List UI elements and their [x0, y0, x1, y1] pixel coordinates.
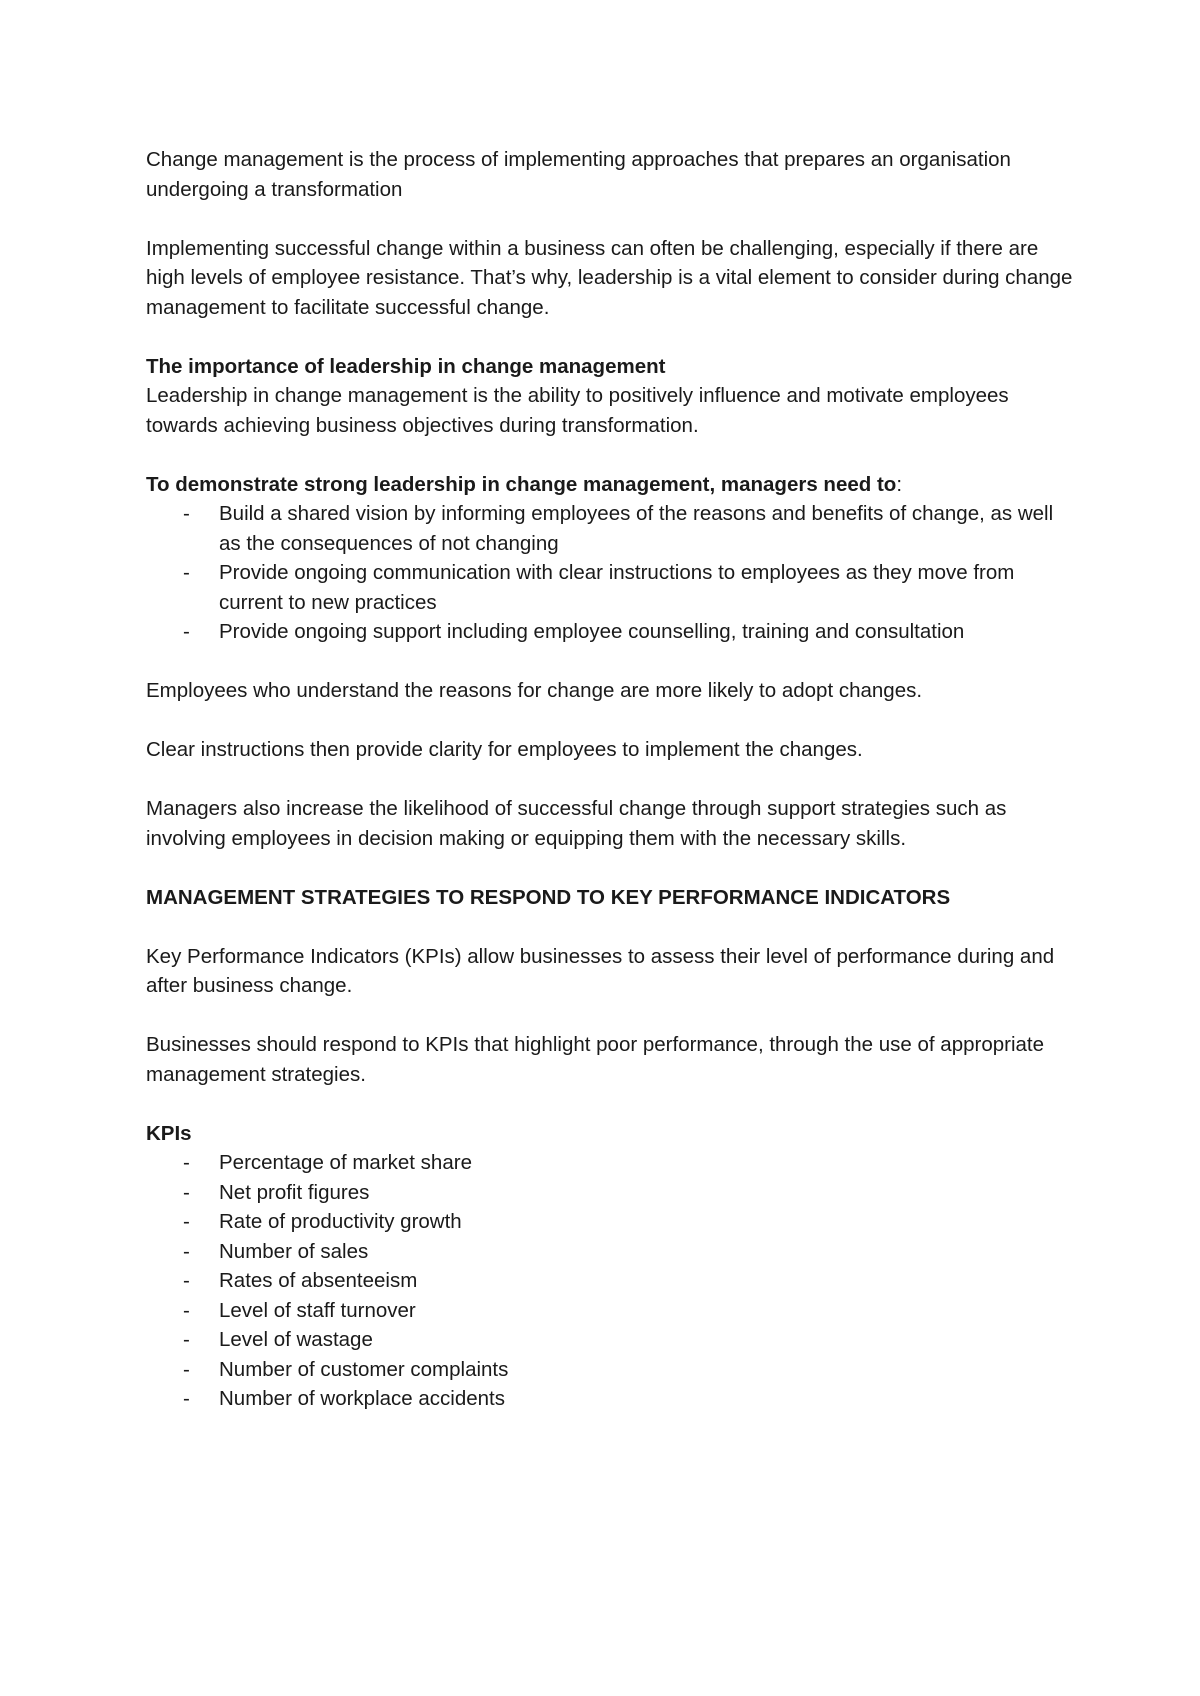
list-item-text: Rate of productivity growth: [219, 1210, 462, 1233]
list-item: [146, 1355, 1076, 1385]
list-item-text: Net profit figures: [219, 1180, 370, 1204]
list-item: [146, 1207, 1076, 1237]
followup-paragraph-3: Managers also increase the likelihood of successful change through support strategies such as involving employees in decision making or equipping them with the necessary skills.: [146, 797, 1007, 850]
dash-bullet: -: [183, 1151, 190, 1174]
intro-paragraph-1: Change management is the process of implementing approaches that prepares an organisation undergoing a transformation: [146, 148, 1011, 201]
list-item-text: Level of wastage: [219, 1328, 373, 1351]
followup-paragraph-2: Clear instructions then provide clarity for employees to implement the changes.: [146, 738, 863, 761]
list-item: [146, 617, 1076, 647]
list-item-text: Number of customer complaints: [219, 1357, 509, 1381]
kpi-paragraph-1: Key Performance Indicators (KPIs) allow businesses to assess their level of performance during and after business change.: [146, 944, 1055, 997]
document-page: [146, 145, 1076, 1443]
list-item: [146, 499, 1076, 558]
list-item-text: Build a shared vision by informing employees of the reasons and benefits of change, as well as the consequences of not changing: [219, 502, 1054, 555]
demonstrate-heading-line: [146, 470, 1076, 500]
intro-paragraph-2: Implementing successful change within a business can often be challenging, especially if there are high levels of employee resistance. That’s why, leadership is a vital element to consider during change management to facilitate successful change.: [146, 236, 1073, 319]
list-item: [146, 1384, 1076, 1414]
dash-bullet: -: [183, 502, 190, 525]
dash-bullet: -: [183, 620, 190, 643]
list-item-text: Number of workplace accidents: [219, 1387, 505, 1410]
list-item-text: Rates of absenteeism: [219, 1269, 418, 1292]
list-item-text: Number of sales: [219, 1239, 369, 1263]
list-item-text: Percentage of market share: [219, 1151, 472, 1174]
list-item-text: Level of staff turnover: [219, 1298, 416, 1322]
list-item: [146, 1296, 1076, 1326]
list-item-text: Provide ongoing support including employee counselling, training and consultation: [219, 620, 965, 643]
kpi-list-heading: KPIs: [146, 1121, 192, 1145]
demonstrate-heading: To demonstrate strong leadership in change management, managers need to: [146, 472, 897, 496]
dash-bullet: -: [183, 1210, 190, 1233]
kpi-paragraph-2: Businesses should respond to KPIs that highlight poor performance, through the use of appropriate management strategies.: [146, 1033, 1045, 1086]
list-item: [146, 1237, 1076, 1267]
dash-bullet: -: [183, 1180, 190, 1204]
demonstrate-list: [146, 499, 1076, 647]
kpi-list: [146, 1148, 1076, 1414]
list-item: [146, 1178, 1076, 1208]
followup-paragraph-1: Employees who understand the reasons for change are more likely to adopt changes.: [146, 679, 923, 702]
kpi-section-heading: MANAGEMENT STRATEGIES TO RESPOND TO KEY PERFORMANCE INDICATORS: [146, 885, 951, 909]
list-item-text: Provide ongoing communication with clear instructions to employees as they move from current to new practices: [219, 561, 1015, 614]
list-item: [146, 1148, 1076, 1178]
demonstrate-colon: :: [896, 472, 903, 496]
dash-bullet: -: [183, 561, 190, 584]
dash-bullet: -: [183, 1328, 190, 1351]
dash-bullet: -: [183, 1298, 190, 1322]
leadership-body: Leadership in change management is the ability to positively influence and motivate employees towards achieving business objectives during transformation.: [146, 384, 1009, 437]
leadership-heading: The importance of leadership in change management: [146, 354, 666, 378]
list-item: [146, 1266, 1076, 1296]
dash-bullet: -: [183, 1357, 190, 1381]
list-item: [146, 1325, 1076, 1355]
list-item: [146, 558, 1076, 617]
dash-bullet: -: [183, 1239, 190, 1263]
dash-bullet: -: [183, 1387, 190, 1410]
dash-bullet: -: [183, 1269, 190, 1292]
